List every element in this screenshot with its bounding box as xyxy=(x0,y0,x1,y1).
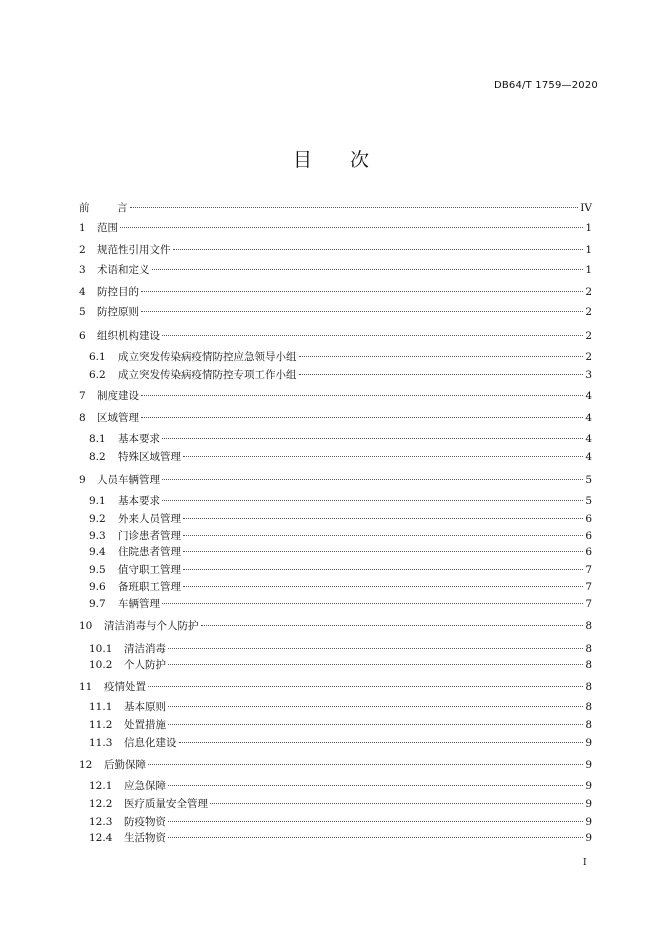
dot-leader xyxy=(168,785,583,786)
toc-entry-title: 组织机构建设 xyxy=(97,330,160,342)
dot-leader xyxy=(183,551,583,552)
toc-entry[interactable] xyxy=(79,284,592,302)
toc-entry-page: 8 xyxy=(585,620,592,632)
toc-entry-title: 区域管理 xyxy=(97,412,139,424)
toc-entry[interactable] xyxy=(79,242,592,260)
toc-entry-number: 7 xyxy=(79,390,86,402)
toc-entry-number: 6.2 xyxy=(89,369,106,381)
toc-entry[interactable] xyxy=(79,618,592,636)
toc-entry-number: 9 xyxy=(79,474,86,486)
toc-subentry[interactable] xyxy=(89,596,592,614)
dot-leader xyxy=(168,724,583,725)
toc-entry-page: 5 xyxy=(585,474,592,486)
toc-entry[interactable] xyxy=(79,472,592,490)
toc-entry-title: 备班职工管理 xyxy=(118,581,181,593)
dot-leader xyxy=(183,518,583,519)
toc-subentry[interactable] xyxy=(89,717,592,735)
toc-entry-number: 12.1 xyxy=(89,780,113,792)
toc-entry-number: 9.7 xyxy=(89,598,106,610)
dot-leader xyxy=(148,764,583,765)
toc-entry-page: 4 xyxy=(585,390,592,402)
toc-entry-title: 后勤保障 xyxy=(104,759,146,771)
toc-entry-page: 8 xyxy=(585,659,592,671)
toc-entry-page: 9 xyxy=(585,798,592,810)
toc-subentry[interactable] xyxy=(89,544,592,562)
dot-leader xyxy=(162,335,583,336)
page-title: 目次 xyxy=(292,149,407,171)
toc-entry-number: 12.4 xyxy=(89,832,113,844)
toc-entry-title: 成立突发传染病疫情防控专项工作小组 xyxy=(118,369,297,381)
toc-entry-number: 11.2 xyxy=(89,719,113,731)
toc-entry-page: 4 xyxy=(585,451,592,463)
toc-subentry[interactable] xyxy=(89,449,592,467)
toc-entry-page: 9 xyxy=(585,832,592,844)
toc-entry-title: 特殊区域管理 xyxy=(118,451,181,463)
toc-entry-number: 11.1 xyxy=(89,701,113,713)
toc-entry-title: 防疫物资 xyxy=(124,816,166,828)
dot-leader xyxy=(168,664,583,665)
toc-entry-number: 9.5 xyxy=(89,564,106,576)
toc-entry-title: 处置措施 xyxy=(124,719,166,731)
toc-subentry[interactable] xyxy=(89,431,592,449)
toc-entry-page: 2 xyxy=(585,286,592,298)
page-number: I xyxy=(583,858,587,868)
toc-entry-title: 值守职工管理 xyxy=(118,564,181,576)
toc-entry-title: 成立突发传染病疫情防控应急领导小组 xyxy=(118,351,297,363)
toc-entry-number: 9.2 xyxy=(89,513,106,525)
toc-entry[interactable] xyxy=(79,220,592,238)
toc-entry-page: 4 xyxy=(585,412,592,424)
toc-entry-title: 医疗质量安全管理 xyxy=(124,798,208,810)
dot-leader xyxy=(299,374,584,375)
toc-entry-page: 9 xyxy=(585,780,592,792)
toc-entry-title: 防控原则 xyxy=(97,306,139,318)
toc-entry[interactable] xyxy=(79,200,592,218)
toc-entry-number: 12 xyxy=(79,759,93,771)
toc-entry-page: 2 xyxy=(585,330,592,342)
toc-entry-number: 5 xyxy=(79,306,86,318)
dot-leader xyxy=(152,269,584,270)
toc-entry-title: 基本要求 xyxy=(118,495,160,507)
toc-entry-number: 8 xyxy=(79,412,86,424)
toc-entry-number: 10 xyxy=(79,620,93,632)
toc-entry-title: 生活物资 xyxy=(124,832,166,844)
toc-entry-number: 6.1 xyxy=(89,351,106,363)
dot-leader xyxy=(162,500,583,501)
toc-entry-title: 范围 xyxy=(97,222,118,234)
toc-entry-title: 信息化建设 xyxy=(124,737,177,749)
dot-leader xyxy=(141,291,583,292)
toc-subentry[interactable] xyxy=(89,493,592,511)
dot-leader xyxy=(168,706,583,707)
toc-entry-title: 清洁消毒 xyxy=(124,643,166,655)
dot-leader xyxy=(183,535,583,536)
dot-leader xyxy=(162,603,583,604)
toc-entry-number: 11.3 xyxy=(89,737,113,749)
toc-entry-title: 车辆管理 xyxy=(118,598,160,610)
toc-entry-number: 9.4 xyxy=(89,546,106,558)
toc-entry-title: 人员车辆管理 xyxy=(97,474,160,486)
toc-entry[interactable] xyxy=(79,757,592,775)
toc-entry-title: 基本原则 xyxy=(124,701,166,713)
toc-entry-title: 制度建设 xyxy=(97,390,139,402)
dot-leader xyxy=(120,227,583,228)
toc-subentry[interactable] xyxy=(89,367,592,385)
toc-subentry[interactable] xyxy=(89,699,592,717)
document-id: DB64/T 1759—2020 xyxy=(493,80,598,91)
toc-entry-number: 9.6 xyxy=(89,581,106,593)
toc-entry-number: 6 xyxy=(79,330,86,342)
toc-entry-page: 8 xyxy=(585,643,592,655)
toc-entry-title: 应急保障 xyxy=(124,780,166,792)
dot-leader xyxy=(168,837,583,838)
toc-entry-page: 6 xyxy=(585,530,592,542)
dot-leader xyxy=(162,438,583,439)
dot-leader xyxy=(201,625,584,626)
dot-leader xyxy=(183,569,583,570)
dot-leader xyxy=(210,803,583,804)
toc-entry-number: 12.3 xyxy=(89,816,113,828)
toc-subentry[interactable] xyxy=(89,796,592,814)
toc-entry-number: 8.1 xyxy=(89,433,106,445)
toc-entry-page: 9 xyxy=(585,737,592,749)
toc-subentry[interactable] xyxy=(89,562,592,580)
toc-entry-title: 清洁消毒与个人防护 xyxy=(104,620,199,632)
toc-entry-number: 3 xyxy=(79,264,86,276)
toc-entry-number: 2 xyxy=(79,244,86,256)
toc-entry-number: 9.1 xyxy=(89,495,106,507)
toc-entry-page: 7 xyxy=(585,564,592,576)
toc-entry[interactable] xyxy=(79,328,592,346)
dot-leader xyxy=(168,648,583,649)
toc-entry-page: 9 xyxy=(585,759,592,771)
dot-leader xyxy=(130,207,579,208)
toc-entry-title: 防控目的 xyxy=(97,286,139,298)
toc-entry[interactable] xyxy=(79,304,592,322)
dot-leader xyxy=(148,686,583,687)
toc-subentry[interactable] xyxy=(89,778,592,796)
toc-entry[interactable] xyxy=(79,262,592,280)
dot-leader xyxy=(183,586,583,587)
toc-entry-number: 10.1 xyxy=(89,643,113,655)
toc-entry-page: 6 xyxy=(585,546,592,558)
toc-subentry[interactable] xyxy=(89,349,592,367)
toc-entry-page: 7 xyxy=(585,598,592,610)
toc-entry-number: 12.2 xyxy=(89,798,113,810)
dot-leader xyxy=(183,456,583,457)
toc-entry-page: 2 xyxy=(585,306,592,318)
toc-entry-page: 7 xyxy=(585,581,592,593)
toc-entry-number: 9.3 xyxy=(89,530,106,542)
toc-entry-title: 言 xyxy=(117,202,128,214)
toc-entry-page: 4 xyxy=(585,433,592,445)
toc-entry-title: 门诊患者管理 xyxy=(118,530,181,542)
toc-entry-number: 8.2 xyxy=(89,451,106,463)
dot-leader xyxy=(173,249,584,250)
dot-leader xyxy=(299,356,584,357)
dot-leader xyxy=(162,479,583,480)
toc-entry-title: 疫情处置 xyxy=(104,681,146,693)
toc-entry-page: 8 xyxy=(585,719,592,731)
toc-entry-number: 10.2 xyxy=(89,659,113,671)
toc-entry-number: 1 xyxy=(79,222,86,234)
toc-entry-page: 1 xyxy=(585,264,592,276)
toc-subentry[interactable] xyxy=(89,830,592,848)
toc-entry-page: IV xyxy=(580,202,592,214)
toc-entry-page: 9 xyxy=(585,816,592,828)
toc-entry-title: 个人防护 xyxy=(124,659,166,671)
dot-leader xyxy=(141,311,583,312)
toc-subentry[interactable] xyxy=(89,735,592,753)
toc-entry-title: 住院患者管理 xyxy=(118,546,181,558)
toc-entry-page: 8 xyxy=(585,681,592,693)
dot-leader xyxy=(141,395,583,396)
toc-entry-page: 8 xyxy=(585,701,592,713)
dot-leader xyxy=(168,821,583,822)
toc-entry-page: 1 xyxy=(585,222,592,234)
toc-entry-title: 术语和定义 xyxy=(97,264,150,276)
toc-entry-page: 1 xyxy=(585,244,592,256)
toc-entry[interactable] xyxy=(79,388,592,406)
toc-subentry[interactable] xyxy=(89,657,592,675)
dot-leader xyxy=(179,742,584,743)
toc-entry-page: 6 xyxy=(585,513,592,525)
toc-subentry[interactable] xyxy=(89,579,592,597)
toc-entry-page: 5 xyxy=(585,495,592,507)
toc-entry-number: 4 xyxy=(79,286,86,298)
toc-entry[interactable] xyxy=(79,679,592,697)
toc-entry-title: 规范性引用文件 xyxy=(97,244,171,256)
toc-entry-number: 11 xyxy=(79,681,93,693)
toc-entry-number: 前 xyxy=(79,202,90,214)
toc-entry-page: 3 xyxy=(585,369,592,381)
toc-entry-title: 外来人员管理 xyxy=(118,513,181,525)
dot-leader xyxy=(141,417,583,418)
toc-subentry[interactable] xyxy=(89,511,592,529)
toc-entry-title: 基本要求 xyxy=(118,433,160,445)
toc-entry-page: 2 xyxy=(585,351,592,363)
toc-entry[interactable] xyxy=(79,410,592,428)
